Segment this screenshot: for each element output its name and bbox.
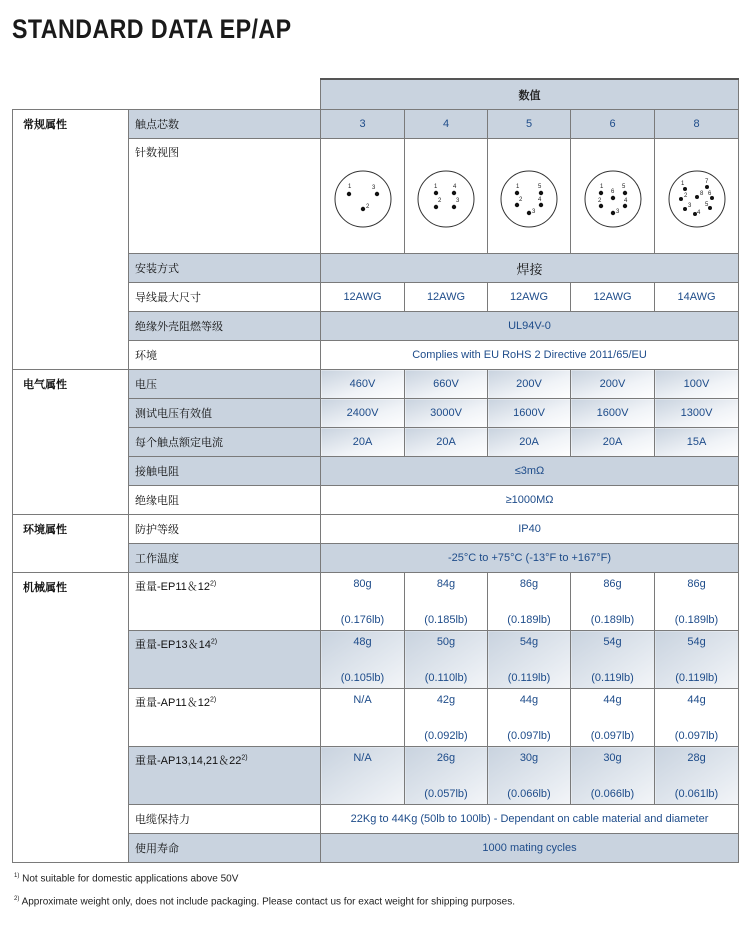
weight-lb: (0.097lb) [674, 729, 719, 742]
pin-label: 8 [699, 191, 703, 197]
table-cell [321, 631, 405, 689]
table-cell [405, 747, 488, 805]
table-cell: 6 [571, 110, 655, 139]
weight-g: 86g [687, 577, 706, 590]
footnote-2 [14, 896, 515, 907]
table-cell: 12AWG [571, 283, 655, 312]
table-cell: 200V [571, 370, 655, 399]
weight-g: 80g [353, 577, 372, 590]
weight-g: 84g [436, 577, 456, 590]
row-label: 环境 [129, 341, 321, 370]
row-label: 电缆保持力 [129, 805, 321, 834]
table-cell: 8 [655, 110, 739, 139]
table-cell [571, 689, 655, 747]
weight-lb: (0.119lb) [507, 671, 551, 684]
table-row [13, 110, 739, 139]
row-label [129, 631, 321, 689]
pin-label: 4 [453, 184, 457, 190]
table-cell: 1300V [655, 399, 739, 428]
table-cell [571, 747, 655, 805]
weight-lb: (0.119lb) [591, 671, 634, 684]
weight-g: 86g [519, 577, 539, 590]
table-cell [571, 631, 655, 689]
row-label: 针数视图 [129, 139, 321, 254]
weight-g: 44g [687, 693, 706, 706]
row-label-text: 重量-AP11＆12 [135, 697, 210, 709]
table-cell [405, 631, 488, 689]
category-mechanical: 机械属性 [13, 573, 129, 863]
table-cell: 3000V [405, 399, 488, 428]
pin-diagram-5 [488, 139, 571, 254]
pin-8-icon [667, 169, 727, 229]
row-label: 接触电阻 [129, 457, 321, 486]
table-cell: 660V [405, 370, 488, 399]
table-cell: -25°C to +75°C (-13°F to +167°F) [321, 544, 739, 573]
table-cell: 5 [488, 110, 571, 139]
weight-lb: (0.092lb) [424, 729, 468, 742]
category-environmental: 环境属性 [13, 515, 129, 573]
weight-g: 54g [687, 635, 706, 648]
row-label: 每个触点额定电流 [129, 428, 321, 457]
table-cell: 12AWG [488, 283, 571, 312]
table-cell: 22Kg to 44Kg (50lb to 100lb) - Dependant on cable material and diameter [321, 805, 739, 834]
footnote-ref: 2) [210, 580, 217, 588]
table-cell: 20A [321, 428, 405, 457]
weight-g: 28g [687, 751, 706, 764]
pin-label: 5 [538, 184, 542, 190]
table-cell: Complies with EU RoHS 2 Directive 2011/65/EU [321, 341, 739, 370]
footnote-text: Not suitable for domestic applications above 50V [22, 873, 239, 885]
pin-diagram-3 [321, 139, 405, 254]
pin-3-icon [333, 169, 393, 229]
pin-label: 2 [683, 193, 687, 199]
pin-label: 3 [371, 185, 375, 191]
pin-label: 1 [347, 184, 351, 190]
footnote-marker: 1) [14, 873, 20, 879]
pin-label: 3 [456, 198, 460, 204]
row-label [129, 689, 321, 747]
pin-label: 3 [532, 209, 536, 215]
table-cell: 460V [321, 370, 405, 399]
table-cell: 20A [488, 428, 571, 457]
table-cell: ≥1000MΩ [321, 486, 739, 515]
weight-g: 44g [519, 693, 539, 706]
row-label-text: 重量-AP13,14,21＆22 [135, 755, 242, 767]
weight-g: 30g [519, 751, 539, 764]
footnote-marker: 2) [14, 896, 20, 902]
weight-lb: (0.189lb) [590, 613, 635, 626]
footnote-1 [14, 873, 238, 884]
weight-g: 42g [436, 693, 456, 706]
pin-label: 5 [704, 202, 708, 208]
weight-lb: (0.189lb) [507, 613, 551, 626]
table-cell: 3 [321, 110, 405, 139]
table-cell: 1600V [571, 399, 655, 428]
table-cell [405, 689, 488, 747]
weight-g: N/A [353, 693, 372, 706]
pin-label: 1 [680, 181, 684, 187]
weight-g: 50g [436, 635, 456, 648]
page-title: STANDARD DATA EP/AP [12, 14, 292, 44]
weight-g: 30g [603, 751, 622, 764]
footnote-text: Approximate weight only, does not include packaging. Please contact us for exact weight for shipping purposes. [21, 896, 516, 908]
table-cell: 2400V [321, 399, 405, 428]
pin-label: 2 [365, 204, 369, 210]
pin-label: 4 [696, 210, 700, 216]
pin-diagram-8 [655, 139, 739, 254]
weight-g: 54g [603, 635, 622, 648]
table-cell: 焊接 [321, 254, 739, 283]
table-cell: IP40 [321, 515, 739, 544]
pin-label: 2 [597, 198, 601, 204]
table-cell: 100V [655, 370, 739, 399]
table-cell: 4 [405, 110, 488, 139]
table-cell: 12AWG [321, 283, 405, 312]
standard-data-table [12, 78, 739, 863]
table-cell [488, 573, 571, 631]
row-label: 防护等级 [129, 515, 321, 544]
pin-label: 5 [621, 184, 625, 190]
weight-lb: (0.176lb) [340, 613, 385, 626]
weight-lb: (0.105lb) [340, 671, 385, 684]
table-cell [655, 573, 739, 631]
pin-label: 4 [623, 198, 627, 204]
weight-lb: (0.119lb) [675, 671, 718, 684]
pin-label: 1 [516, 184, 520, 190]
table-cell [321, 689, 405, 747]
weight-g: 86g [603, 577, 622, 590]
table-cell: 1000 mating cycles [321, 834, 739, 863]
table-row [13, 370, 739, 399]
weight-g: 54g [519, 635, 539, 648]
table-cell [655, 747, 739, 805]
pin-label: 2 [519, 197, 523, 203]
table-cell: 200V [488, 370, 571, 399]
table-cell: 1600V [488, 399, 571, 428]
weight-lb: (0.066lb) [507, 787, 551, 800]
weight-lb: (0.110lb) [424, 671, 468, 684]
header-row [13, 79, 739, 110]
row-label: 测试电压有效值 [129, 399, 321, 428]
pin-label: 4 [538, 197, 542, 203]
table-cell: UL94V-0 [321, 312, 739, 341]
values-header: 数值 [321, 79, 739, 110]
table-cell [655, 631, 739, 689]
table-cell: 14AWG [655, 283, 739, 312]
footnote-ref: 2) [210, 696, 217, 704]
table-cell: 12AWG [405, 283, 488, 312]
weight-g: 48g [353, 635, 372, 648]
row-label: 工作温度 [129, 544, 321, 573]
pin-4-icon [416, 169, 476, 229]
footnote-ref: 2) [210, 638, 218, 646]
row-label [129, 573, 321, 631]
pin-6-icon [583, 169, 643, 229]
pin-label: 3 [615, 209, 619, 215]
weight-lb: (0.061lb) [674, 787, 719, 800]
weight-lb: (0.066lb) [590, 787, 635, 800]
row-label: 安装方式 [129, 254, 321, 283]
weight-g: N/A [353, 751, 372, 764]
row-label [129, 747, 321, 805]
table-row [13, 515, 739, 544]
table-cell [405, 573, 488, 631]
pin-label: 6 [707, 191, 711, 197]
row-label: 使用寿命 [129, 834, 321, 863]
pin-label: 7 [704, 179, 708, 185]
table-cell: 20A [405, 428, 488, 457]
table-cell: ≤3mΩ [321, 457, 739, 486]
pin-label: 2 [438, 198, 442, 204]
row-label-text: 重量-EP13＆14 [135, 639, 211, 651]
row-label: 触点芯数 [129, 110, 321, 139]
table-cell [321, 747, 405, 805]
pin-label: 1 [599, 184, 603, 190]
category-general: 常规属性 [13, 110, 129, 370]
pin-diagram-4 [405, 139, 488, 254]
pin-diagram-6 [571, 139, 655, 254]
footnote-ref: 2) [241, 754, 248, 762]
table-cell [321, 573, 405, 631]
table-cell: 15A [655, 428, 739, 457]
pin-label: 6 [610, 189, 614, 195]
row-label: 导线最大尺寸 [129, 283, 321, 312]
row-label: 绝缘外壳阻燃等级 [129, 312, 321, 341]
table-cell: 20A [571, 428, 655, 457]
row-label-text: 重量-EP11＆12 [135, 581, 210, 593]
table-cell [488, 689, 571, 747]
weight-lb: (0.097lb) [507, 729, 551, 742]
weight-lb: (0.189lb) [674, 613, 719, 626]
pin-label: 3 [687, 203, 691, 209]
table-cell [488, 631, 571, 689]
weight-lb: (0.185lb) [424, 613, 468, 626]
table-cell [655, 689, 739, 747]
pin-label: 1 [434, 184, 438, 190]
weight-lb: (0.097lb) [590, 729, 635, 742]
pin-5-icon [499, 169, 559, 229]
weight-lb: (0.057lb) [424, 787, 468, 800]
table-cell [488, 747, 571, 805]
row-label: 电压 [129, 370, 321, 399]
table-row [13, 573, 739, 631]
category-electrical: 电气属性 [13, 370, 129, 515]
weight-g: 44g [603, 693, 622, 706]
weight-g: 26g [436, 751, 456, 764]
row-label: 绝缘电阻 [129, 486, 321, 515]
table-cell [571, 573, 655, 631]
